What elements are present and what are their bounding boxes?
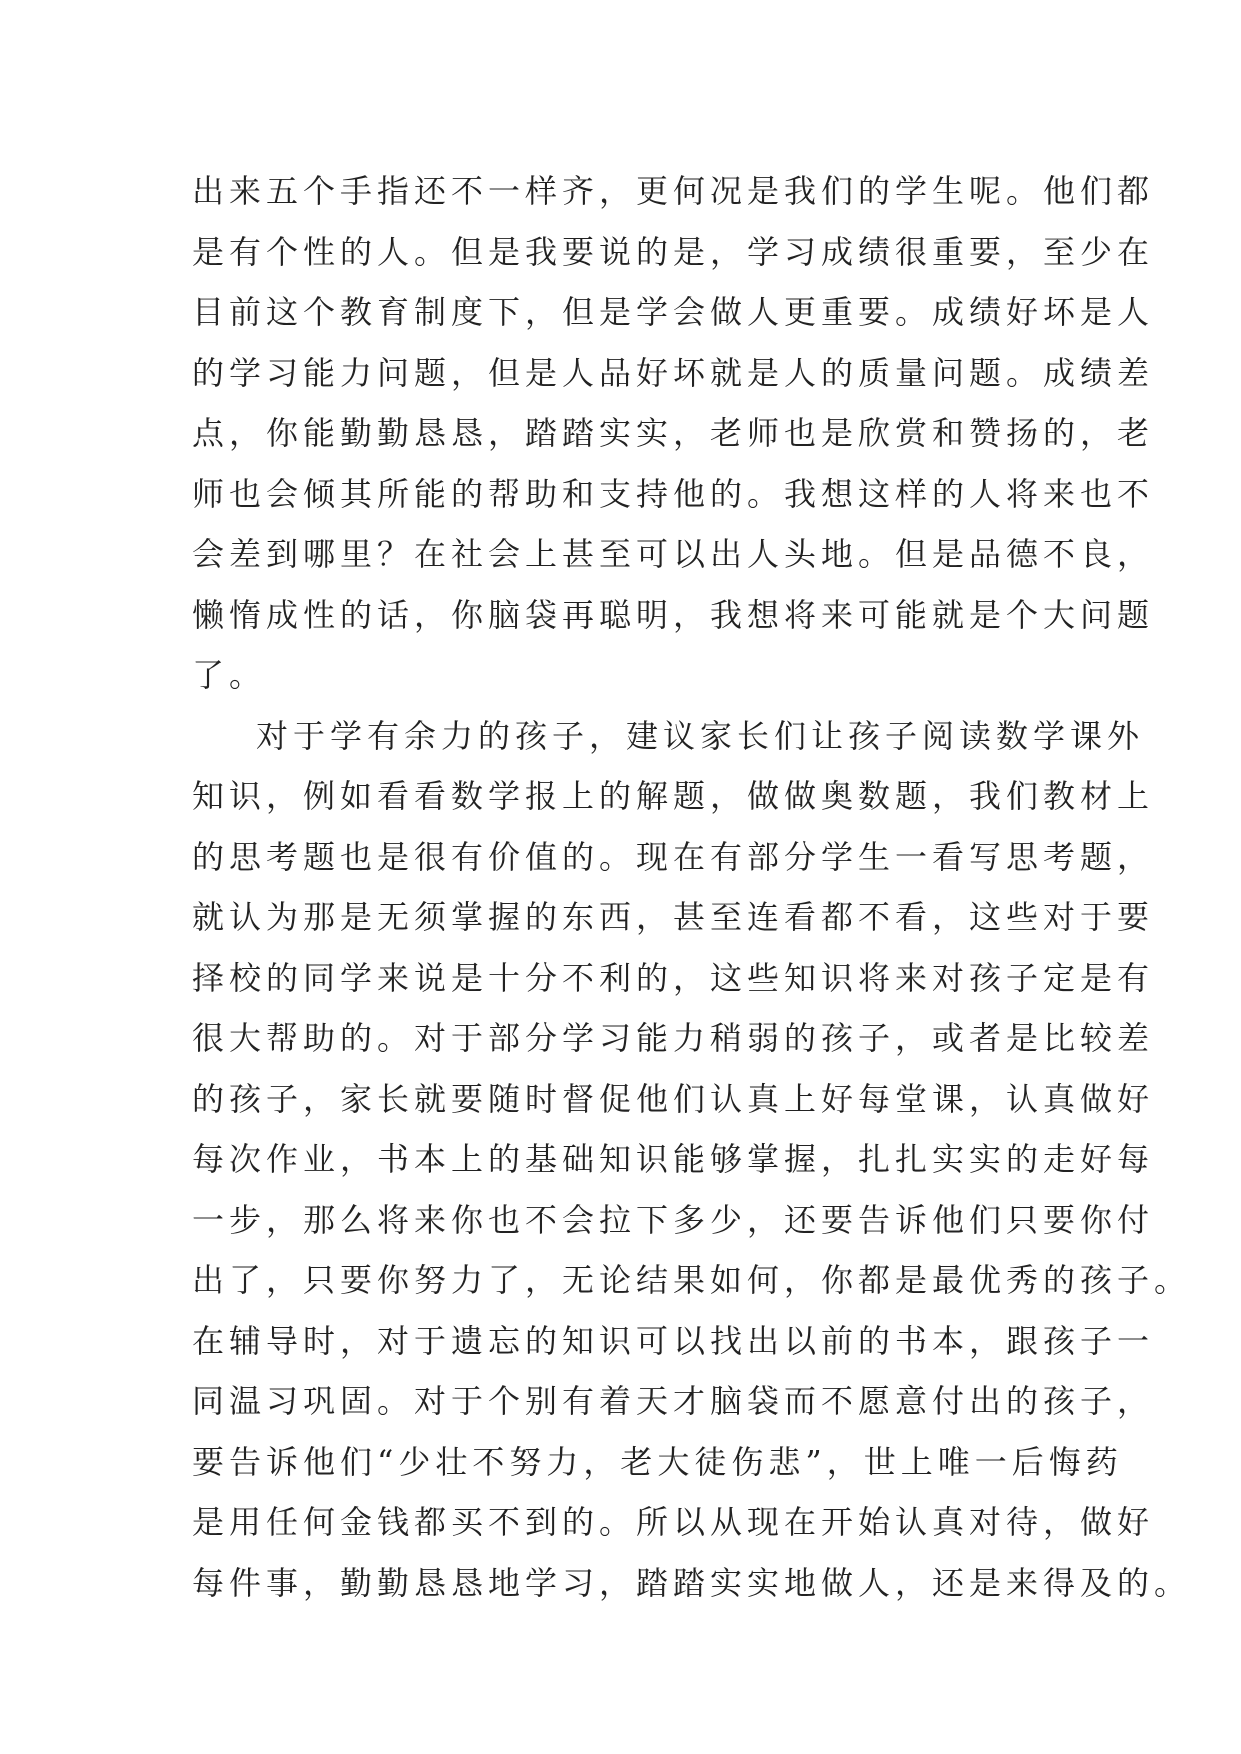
text-line: 了。 bbox=[192, 656, 267, 694]
text-line: 出来五个手指还不一样齐，更何况是我们的学生呢。他们都 bbox=[192, 172, 1155, 210]
text-line: 在辅导时，对于遗忘的知识可以找出以前的书本，跟孩子一 bbox=[192, 1321, 1155, 1360]
text-line: 的思考题也是很有价值的。现在有部分学生一看写思考题， bbox=[192, 837, 1155, 876]
text-line: 的孩子，家长就要随时督促他们认真上好每堂课，认真做好 bbox=[192, 1079, 1155, 1118]
text-line: 的学习能力问题，但是人品好坏就是人的质量问题。成绩差 bbox=[192, 353, 1155, 392]
text-line: 出了，只要你努力了，无论结果如何，你都是最优秀的孩子。 bbox=[192, 1261, 1192, 1299]
text-line: 很大帮助的。对于部分学习能力稍弱的孩子，或者是比较差 bbox=[192, 1019, 1155, 1057]
text-line: 是用任何金钱都买不到的。所以从现在开始认真对待，做好 bbox=[192, 1503, 1155, 1541]
text-line: 同温习巩固。对于个别有着天才脑袋而不愿意付出的孩子， bbox=[192, 1382, 1155, 1420]
text-line: 就认为那是无须掌握的东西，甚至连看都不看，这些对于要 bbox=[192, 898, 1155, 936]
text-line: 择校的同学来说是十分不利的，这些知识将来对孩子定是有 bbox=[192, 958, 1155, 997]
text-line: 是有个性的人。但是我要说的是，学习成绩很重要，至少在 bbox=[192, 232, 1155, 271]
text-line: 懒惰成性的话，你脑袋再聪明，我想将来可能就是个大问题 bbox=[192, 595, 1155, 634]
body-text bbox=[192, 161, 1192, 1613]
text-line: 每件事，勤勤恳恳地学习，踏踏实实地做人，还是来得及的。 bbox=[192, 1563, 1192, 1602]
text-line: 每次作业，书本上的基础知识能够掌握，扎扎实实的走好每 bbox=[192, 1140, 1155, 1178]
text-line: 点，你能勤勤恳恳，踏踏实实，老师也是欣赏和赞扬的，老 bbox=[192, 414, 1155, 452]
text-line: 师也会倾其所能的帮助和支持他的。我想这样的人将来也不 bbox=[192, 474, 1155, 513]
text-line: 一步，那么将来你也不会拉下多少，还要告诉他们只要你付 bbox=[192, 1200, 1155, 1239]
paragraph-start-line: 对于学有余力的孩子，建议家长们让孩子阅读数学课外 bbox=[256, 716, 1145, 755]
text-line: 目前这个教育制度下，但是学会做人更重要。成绩好坏是人 bbox=[192, 293, 1155, 331]
text-line: 会差到哪里？在社会上甚至可以出人头地。但是品德不良， bbox=[192, 535, 1155, 573]
text-line: 知识，例如看看数学报上的解题，做做奥数题，我们教材上 bbox=[192, 777, 1155, 815]
text-line: 要告诉他们“少壮不努力，老大徒伤悲”，世上唯一后悔药 bbox=[192, 1442, 1123, 1481]
